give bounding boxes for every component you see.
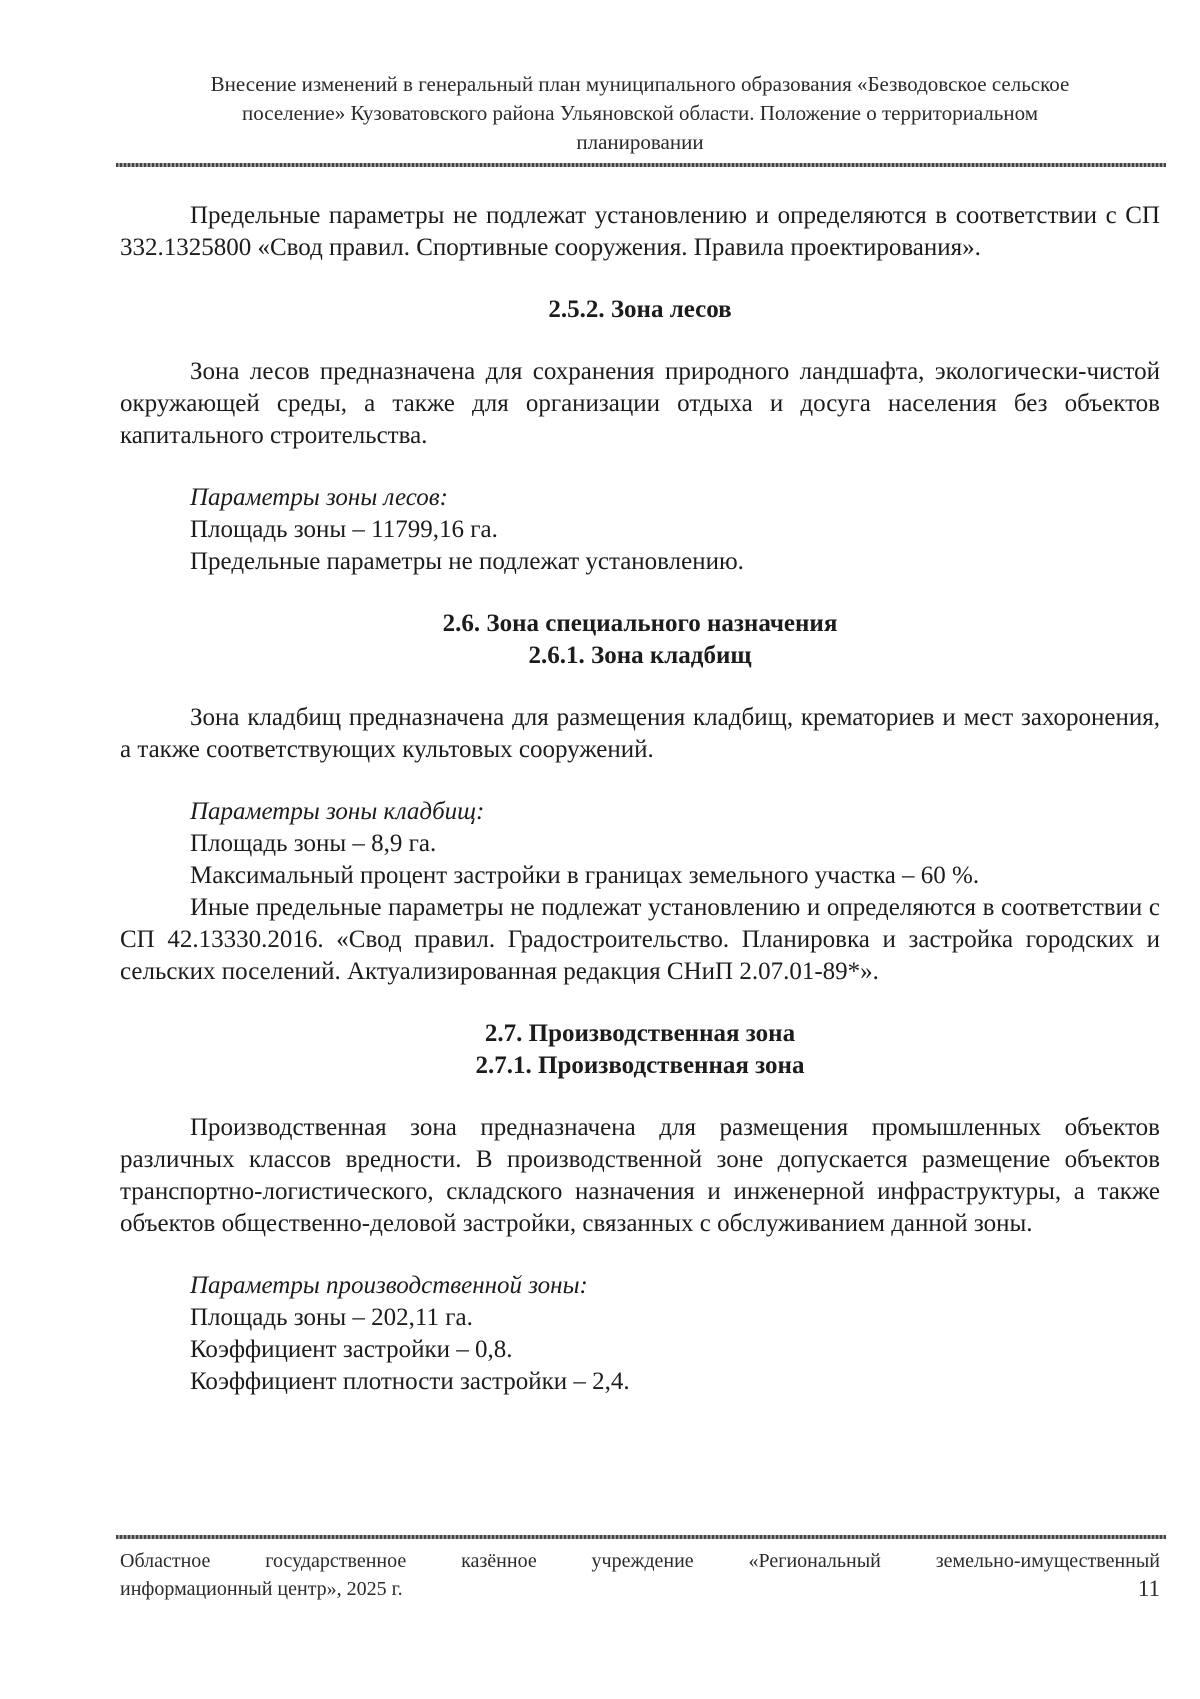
section-heading-2-7-1: 2.7.1. Производственная зона (475, 1052, 805, 1079)
industrial-param-build-ratio: Коэффициент застройки – 0,8. (190, 1336, 513, 1363)
section-heading-2-6-1: 2.6.1. Зона кладбищ (528, 642, 752, 669)
cemetery-param-build-percent: Максимальный процент застройки в границах земельного участка – 60 %. (190, 862, 980, 889)
page-body (120, 200, 1160, 1398)
industrial-param-area: Площадь зоны – 202,11 га. (190, 1304, 473, 1331)
page-header (120, 70, 1160, 157)
header-title-line-2: поселение» Кузоватовского района Ульяновской области. Положение о территориальном (241, 101, 1039, 125)
cemetery-params-title: Параметры зоны кладбищ: (190, 798, 485, 825)
footer-org-line-2: информационный центр», 2025 г. (120, 1578, 403, 1600)
cemetery-zone-paragraph: Зона кладбищ предназначена для размещения кладбищ, крематориев и мест захоронения, а также соответствующих культовых сооружений. (120, 704, 1160, 763)
cemetery-extra-paragraph: Иные предельные параметры не подлежат установлению и определяются в соответствии с СП 42.13330.2016. «Свод правил. Градостроительство. Планировка и застройка городских и сельских поселений. Актуализированная редакция СНиП 2.07.01-89*». (120, 894, 1160, 985)
intro-paragraph: Предельные параметры не подлежат установлению и определяются в соответствии с СП 332.1325800 «Свод правил. Спортивные сооружения. Правила проектирования». (120, 202, 1160, 261)
section-heading-2-7: 2.7. Производственная зона (484, 1020, 796, 1047)
section-heading-2-5-2: 2.5.2. Зона лесов (548, 296, 732, 323)
forest-zone-paragraph: Зона лесов предназначена для сохранения природного ландшафта, экологически-чистой окружающей среды, а также для организации отдыха и досуга населения без объектов капитального строительства. (120, 358, 1160, 449)
forest-params-title: Параметры зоны лесов: (190, 484, 448, 511)
header-title-line-1: Внесение изменений в генеральный план муниципального образования «Безводовское сельское (210, 72, 1070, 96)
page-number: 11 (1137, 1576, 1160, 1601)
section-heading-2-6: 2.6. Зона специального назначения (442, 610, 838, 637)
footer-org-line-1: Областное государственное казённое учреждение «Региональный земельно-имущественный (120, 1550, 1160, 1572)
footer-divider (116, 1535, 1166, 1539)
page-footer (120, 1547, 1160, 1603)
industrial-params-title: Параметры производственной зоны: (190, 1272, 588, 1299)
industrial-zone-paragraph: Производственная зона предназначена для размещения промышленных объектов различных классов вредности. В производственной зоне допускается размещение объектов транспортно-логистического, складского назначения и инженерной инфраструктуры, а также объектов общественно-деловой застройки, связанных с обслуживанием данной зоны. (120, 1114, 1160, 1237)
header-divider (116, 163, 1166, 167)
forest-param-area: Площадь зоны – 11799,16 га. (190, 516, 498, 543)
industrial-param-density-ratio: Коэффициент плотности застройки – 2,4. (190, 1368, 630, 1395)
header-title-line-3: планировании (576, 130, 704, 154)
cemetery-param-area: Площадь зоны – 8,9 га. (190, 830, 437, 857)
forest-param-limits: Предельные параметры не подлежат установлению. (190, 548, 744, 575)
